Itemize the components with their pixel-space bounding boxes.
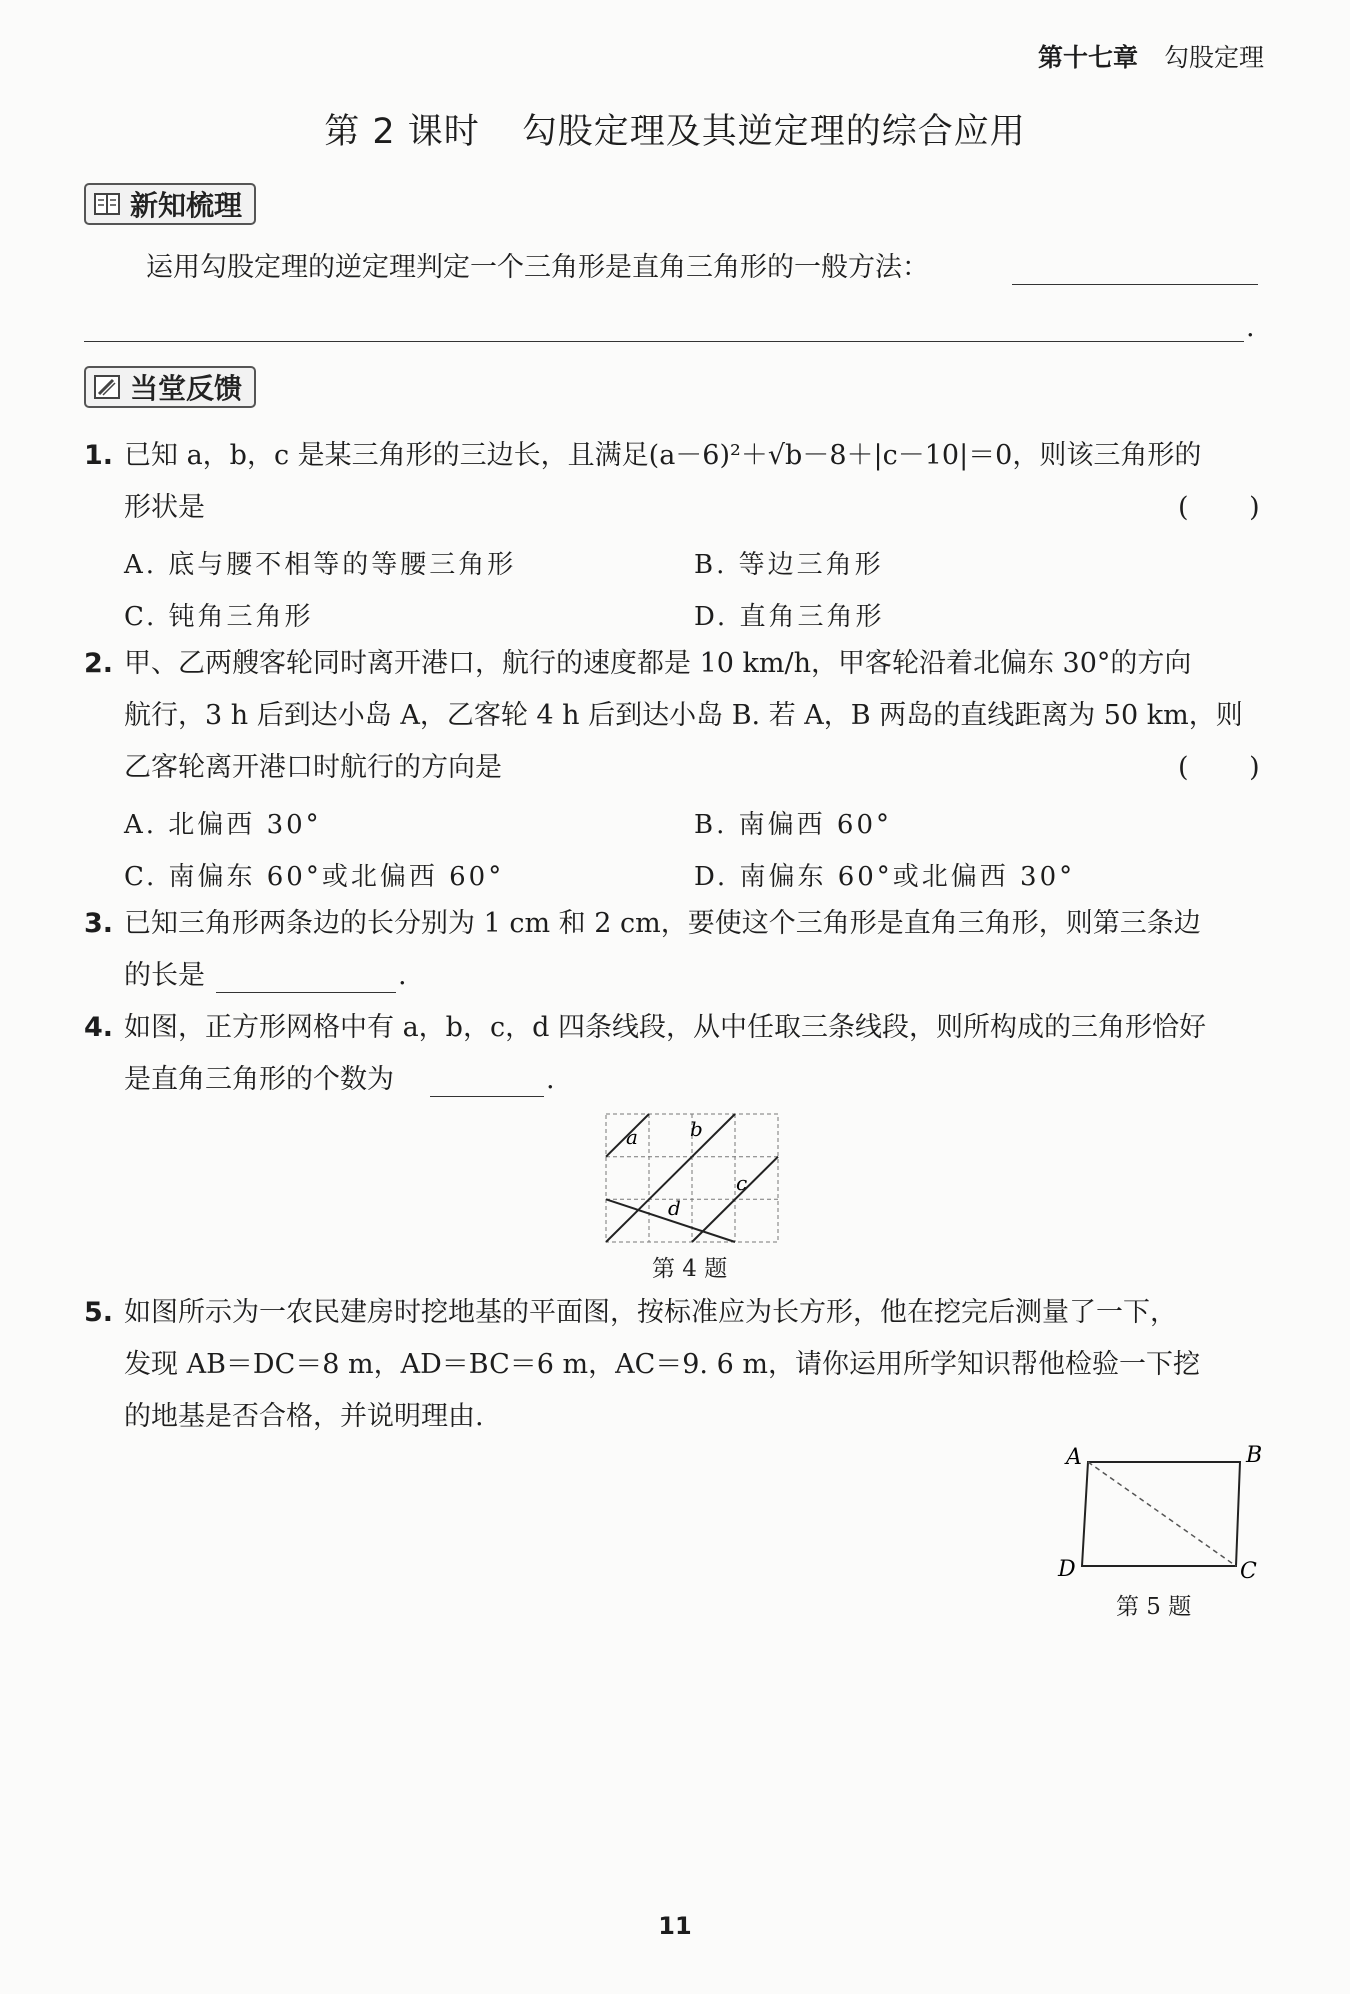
- question-text: 如图所示为一农民建房时挖地基的平面图，按标准应为长方形，他在挖完后测量了一下，: [124, 1297, 1177, 1328]
- question-text: 的地基是否合格，并说明理由.: [124, 1401, 484, 1432]
- question-text: 已知三角形两条边的长分别为 1 cm 和 2 cm，要使这个三角形是直角三角形，则第三条边: [124, 908, 1201, 939]
- answer-parentheses[interactable]: ( ): [1178, 752, 1286, 783]
- topic-label: 勾股定理: [1163, 43, 1264, 72]
- option-a[interactable]: A. 底与腰不相等的等腰三角形: [124, 550, 517, 580]
- label-vertex-c: C: [1240, 1559, 1257, 1580]
- question-number: 4.: [84, 1012, 114, 1043]
- question-number: 3.: [84, 908, 114, 939]
- option-b[interactable]: B. 等边三角形: [694, 550, 884, 580]
- question-text: 形状是: [124, 492, 205, 523]
- answer-blank[interactable]: [1012, 284, 1258, 285]
- label-vertex-b: B: [1246, 1443, 1263, 1468]
- lesson-number: 第 2 课时: [324, 112, 480, 152]
- question-text: 甲、乙两艘客轮同时离开港口，航行的速度都是 10 km/h，甲客轮沿着北偏东 30°的方向: [124, 648, 1192, 679]
- rectangle-figure: [1054, 1440, 1274, 1580]
- label-a: a: [626, 1125, 638, 1149]
- figure-caption: 第 5 题: [1116, 1594, 1192, 1620]
- option-c[interactable]: C. 南偏东 60°或北偏西 60°: [124, 862, 505, 892]
- page-number: 11: [658, 1912, 692, 1940]
- question-text: 航行，3 h 后到达小岛 A，乙客轮 4 h 后到达小岛 B. 若 A，B 两岛的直线距离为 50 km，则: [124, 700, 1243, 731]
- section-tag-practice: [84, 366, 256, 408]
- figure-caption: 第 4 题: [652, 1256, 728, 1282]
- chapter-label: 第十七章: [1037, 43, 1138, 72]
- pencil-icon: [94, 375, 120, 399]
- period-mark: .: [546, 1064, 555, 1095]
- label-c: c: [736, 1171, 748, 1195]
- label-b: b: [690, 1117, 703, 1141]
- section-tag-review: [84, 183, 256, 225]
- period-mark: .: [1246, 312, 1255, 343]
- answer-blank[interactable]: [216, 992, 396, 993]
- grid-figure: [600, 1108, 784, 1248]
- option-a[interactable]: A. 北偏西 30°: [124, 810, 322, 840]
- label-d: d: [668, 1196, 681, 1220]
- section-tag-label: 新知梳理: [130, 189, 243, 222]
- review-prompt: 运用勾股定理的逆定理判定一个三角形是直角三角形的一般方法：: [146, 252, 929, 283]
- question-number: 1.: [84, 440, 114, 471]
- question-text: 的长是: [124, 960, 205, 991]
- answer-parentheses[interactable]: ( ): [1178, 492, 1286, 523]
- section-tag-label: 当堂反馈: [130, 372, 243, 405]
- lesson-name: 勾股定理及其逆定理的综合应用: [521, 112, 1026, 152]
- question-text: 如图，正方形网格中有 a，b，c，d 四条线段，从中任取三条线段，则所构成的三角形恰好: [124, 1012, 1206, 1043]
- option-b[interactable]: B. 南偏西 60°: [694, 810, 892, 840]
- question-text: 已知 a，b，c 是某三角形的三边长，且满足(a－6)²＋√b－8＋|c－10|＝0，则该三角形的: [124, 440, 1202, 471]
- label-vertex-a: A: [1066, 1445, 1082, 1470]
- option-c[interactable]: C. 钝角三角形: [124, 602, 314, 632]
- book-icon: [94, 192, 120, 216]
- question-number: 2.: [84, 648, 114, 679]
- option-d[interactable]: D. 南偏东 60°或北偏西 30°: [694, 862, 1076, 892]
- answer-blank[interactable]: [84, 341, 1244, 342]
- label-vertex-d: D: [1058, 1557, 1076, 1580]
- question-text: 发现 AB＝DC＝8 m，AD＝BC＝6 m，AC＝9. 6 m，请你运用所学知识帮他检验一下挖: [124, 1349, 1200, 1380]
- question-number: 5.: [84, 1297, 114, 1328]
- question-text: 是直角三角形的个数为: [124, 1064, 394, 1095]
- lesson-title: [0, 104, 1350, 154]
- running-header: [1038, 38, 1264, 74]
- option-d[interactable]: D. 直角三角形: [694, 602, 885, 632]
- answer-blank[interactable]: [430, 1096, 544, 1097]
- question-text: 乙客轮离开港口时航行的方向是: [124, 752, 502, 783]
- period-mark: .: [398, 960, 407, 991]
